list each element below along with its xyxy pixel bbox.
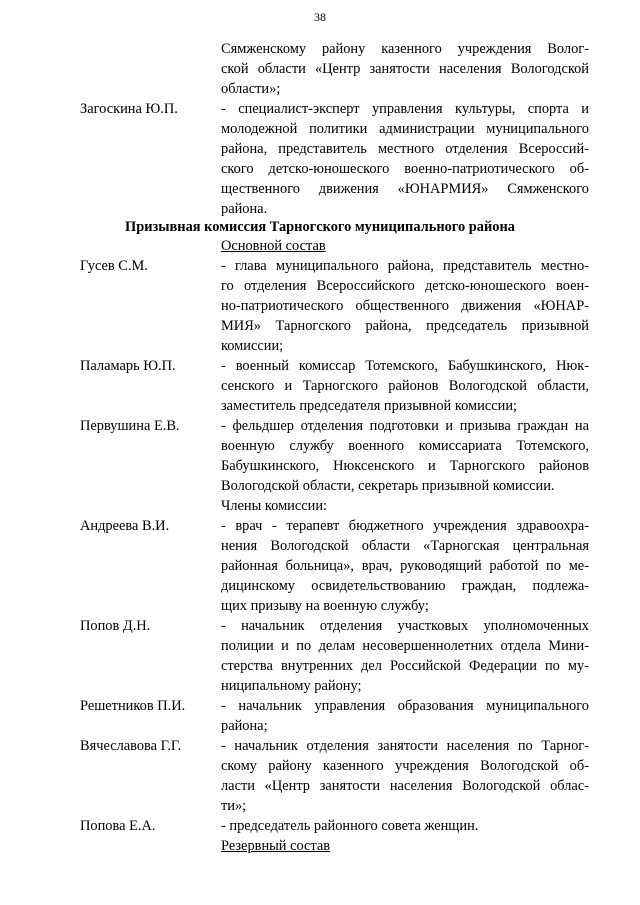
body-line: ского детско-юношеского военно-патриотического об- — [221, 161, 589, 177]
body-line: района. — [221, 201, 268, 217]
body-line: - начальник управления образования муниципального — [221, 698, 589, 714]
body-line: но-патриотического общественного движения «ЮНАР- — [221, 298, 589, 314]
body-line: - глава муниципального района, представитель местно- — [221, 258, 589, 274]
body-line: - военный комиссар Тотемского, Бабушкинского, Нюк- — [221, 358, 589, 374]
body-line: Вологодской области, секретарь призывной комиссии. — [221, 478, 555, 494]
body-line: Бабушкинского, Нюксенского и Тарногского районов — [221, 458, 589, 474]
body-line: комиссии; — [221, 338, 284, 354]
body-line: - начальник отделения занятости населения по Тарног- — [221, 738, 589, 754]
body-line: МИЯ» Тарногского района, председатель призывной — [221, 318, 589, 334]
body-line: щих призыву на военную службу; — [221, 598, 429, 614]
section-heading: Призывная комиссия Тарногского муниципального района — [125, 219, 515, 235]
member-name: Первушина Е.В. — [80, 418, 180, 434]
body-line: области»; — [221, 81, 281, 97]
body-line: - начальник отделения участковых уполномоченных — [221, 618, 589, 634]
body-line: военную службу военного комиссариата Тотемского, — [221, 438, 589, 454]
body-line: - врач - терапевт бюджетного учреждения здравоохра- — [221, 518, 589, 534]
main-composition-label: Основной состав — [221, 238, 326, 254]
body-line: дицинскому освидетельствованию граждан, подлежа- — [221, 578, 589, 594]
body-line: нения Вологодской области «Тарногская центральная — [221, 538, 589, 554]
member-name: Попов Д.Н. — [80, 618, 151, 634]
page-number: 38 — [314, 10, 326, 24]
body-line: ниципальному району; — [221, 678, 362, 694]
body-line: заместитель председателя призывной комиссии; — [221, 398, 518, 414]
reserve-composition-label: Резервный состав — [221, 838, 331, 854]
body-line: го отделения Всероссийского детско-юношеского воен- — [221, 278, 589, 294]
body-line: района; — [221, 718, 268, 734]
body-line: ласти «Центр занятости населения Вологодской облас- — [221, 778, 589, 794]
body-line: щественного движения «ЮНАРМИЯ» Сямженского — [221, 181, 589, 197]
body-line: - специалист-эксперт управления культуры, спорта и — [221, 101, 589, 117]
body-line: ской области «Центр занятости населения Вологодской — [221, 61, 589, 77]
member-name: Вячеславова Г.Г. — [80, 738, 182, 754]
body-line: Сямженскому району казенного учреждения Волог- — [221, 41, 589, 57]
body-line: районная больница», врач, руководящий работой по ме- — [221, 558, 589, 574]
body-line: ти»; — [221, 798, 247, 814]
body-line: района, представитель местного отделения Всероссий- — [221, 141, 589, 157]
member-name: Паламарь Ю.П. — [80, 358, 176, 374]
body-line: полиции и по делам несовершеннолетних отдела Мини- — [221, 638, 589, 654]
body-line: - фельдшер отделения подготовки и призыва граждан на — [221, 418, 589, 434]
member-name: Попова Е.А. — [80, 818, 156, 834]
body-line: - председатель районного совета женщин. — [221, 818, 479, 834]
body-line: скому району казенного учреждения Вологодской об- — [221, 758, 589, 774]
body-line: сенского и Тарногского районов Вологодской области, — [221, 378, 589, 394]
members-label: Члены комиссии: — [221, 498, 328, 514]
member-name: Решетников П.И. — [80, 698, 186, 714]
member-name: Андреева В.И. — [80, 518, 170, 534]
body-line: стерства внутренних дел Российской Федерации по му- — [221, 658, 589, 674]
body-line: молодежной политики администрации муниципального — [221, 121, 589, 137]
member-name: Гусев С.М. — [80, 258, 148, 274]
member-name: Загоскина Ю.П. — [80, 101, 178, 117]
